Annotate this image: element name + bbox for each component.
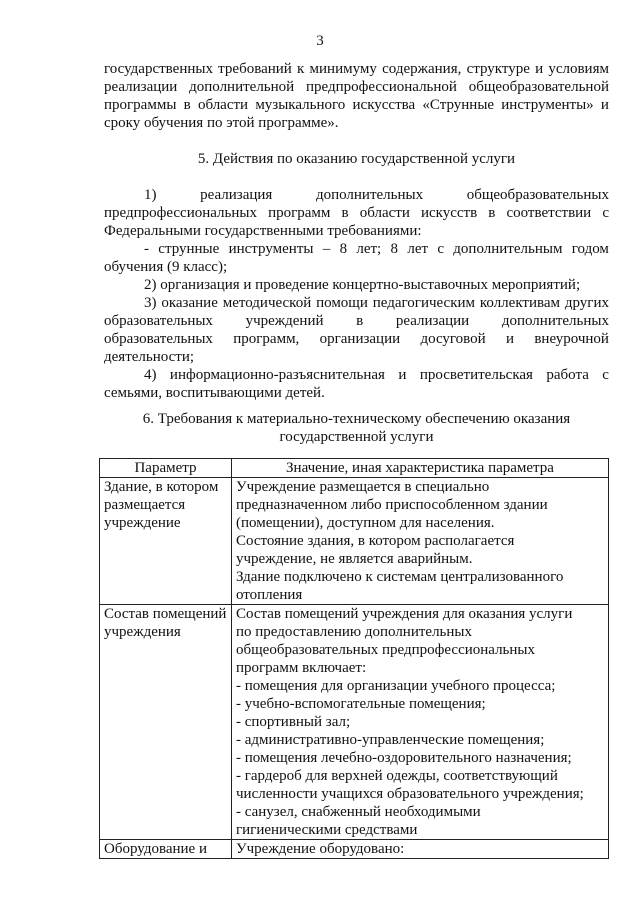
intro-line bbox=[104, 78, 609, 96]
table-row bbox=[100, 478, 609, 605]
section-5-item-3 bbox=[104, 294, 609, 366]
item4-line bbox=[104, 366, 609, 384]
word: содержания, bbox=[382, 61, 462, 77]
word: искусств bbox=[420, 205, 478, 221]
section-5-item-2 bbox=[104, 276, 609, 294]
word: программы bbox=[104, 97, 177, 113]
item1sub-line: обучения (9 класс); bbox=[104, 259, 228, 275]
value-line: (помещении), доступном для населения. bbox=[236, 515, 495, 531]
word: с bbox=[602, 367, 609, 383]
word: 8 bbox=[390, 241, 399, 257]
section-6-heading-line-1: 6. Требования к материально-техническому обеспечению оказания bbox=[142, 411, 571, 427]
word: 1) bbox=[144, 187, 157, 203]
value-line: Состав помещений учреждения для оказания услуги bbox=[236, 606, 573, 622]
table-row bbox=[100, 840, 609, 859]
word: дополнительной bbox=[189, 79, 295, 95]
item3-line bbox=[104, 312, 609, 330]
word: реализации bbox=[104, 79, 178, 95]
table-header-param: Параметр bbox=[100, 459, 232, 478]
word: области bbox=[197, 97, 249, 113]
word: дополнительных bbox=[501, 313, 609, 329]
word: с bbox=[437, 241, 444, 257]
word: искусства bbox=[352, 97, 416, 113]
value-line: учреждение, не является аварийным. bbox=[236, 551, 473, 567]
word: предпрофессиональных bbox=[104, 205, 257, 221]
word: информационно-разъяснительная bbox=[169, 367, 385, 383]
word: и bbox=[535, 61, 544, 77]
item3-line: деятельности; bbox=[104, 349, 195, 365]
value-line: - помещения для организации учебного процесса; bbox=[236, 678, 556, 694]
value-line: программ включает: bbox=[236, 660, 367, 676]
intro-line: сроку обучения по этой программе». bbox=[104, 115, 339, 131]
value-line: Здание подключено к системам централизованного bbox=[236, 569, 564, 585]
word: коллективам bbox=[479, 295, 561, 311]
table-cell-param bbox=[100, 478, 232, 605]
item3-line bbox=[104, 294, 609, 312]
word: 4) bbox=[144, 367, 157, 383]
value-line: общеобразовательных предпрофессиональных bbox=[236, 642, 536, 658]
section-5-item-1-sub bbox=[104, 240, 609, 276]
value-line: по предоставлению дополнительных bbox=[236, 624, 473, 640]
item1sub-line bbox=[104, 240, 609, 258]
word: – bbox=[322, 241, 331, 257]
word: досуговой bbox=[420, 331, 486, 347]
word: и bbox=[600, 97, 609, 113]
value-line: Учреждение оборудовано: bbox=[236, 841, 405, 857]
table-cell-param bbox=[100, 605, 232, 840]
word: работа bbox=[546, 367, 589, 383]
value-line: отопления bbox=[236, 587, 303, 603]
section-5-item-4 bbox=[104, 366, 609, 402]
table-cell-value bbox=[232, 478, 609, 605]
word: инструменты bbox=[228, 241, 314, 257]
word: лет; bbox=[356, 241, 382, 257]
word: реализации bbox=[395, 313, 470, 329]
word: с bbox=[602, 205, 609, 221]
word: программ bbox=[268, 205, 331, 221]
word: и bbox=[506, 331, 515, 347]
intro-line bbox=[104, 60, 609, 78]
word: оказание bbox=[161, 295, 218, 311]
value-line: Учреждение размещается в специально bbox=[236, 479, 490, 495]
word: предпрофессиональной bbox=[306, 79, 457, 95]
word: образовательных bbox=[104, 313, 213, 329]
value-line: предназначенном либо приспособленном здании bbox=[236, 497, 548, 513]
word: в bbox=[341, 205, 349, 221]
word: соответствии bbox=[506, 205, 592, 221]
word: программ, bbox=[233, 331, 300, 347]
table-header-row bbox=[100, 459, 609, 478]
word: требований bbox=[218, 61, 292, 77]
intro-line bbox=[104, 96, 609, 114]
word: 8 bbox=[339, 241, 348, 257]
word: организации bbox=[319, 331, 401, 347]
value-line: - санузел, снабженный необходимыми bbox=[236, 804, 481, 820]
word: общеобразовательных bbox=[466, 187, 609, 203]
word: инструменты» bbox=[501, 97, 594, 113]
word: просветительская bbox=[419, 367, 533, 383]
item1-line: Федеральными государственными требованиями: bbox=[104, 223, 422, 239]
word: дополнительным bbox=[453, 241, 563, 257]
item1-line bbox=[104, 204, 609, 222]
section-6-heading-line-2: государственной услуги bbox=[279, 429, 434, 445]
table-row bbox=[100, 605, 609, 840]
word: в bbox=[488, 205, 496, 221]
word: к bbox=[297, 61, 305, 77]
word: - bbox=[144, 241, 149, 257]
param-line: Оборудование и bbox=[104, 841, 207, 857]
item-2-line: 2) организация и проведение концертно-выставочных мероприятий; bbox=[144, 277, 581, 293]
word: и bbox=[398, 367, 407, 383]
word: в bbox=[183, 97, 191, 113]
value-line: гигиеническими средствами bbox=[236, 822, 418, 838]
word: педагогическим bbox=[372, 295, 476, 311]
word: структуре bbox=[466, 61, 530, 77]
table-header-value: Значение, иная характеристика параметра bbox=[232, 459, 609, 478]
word: 3) bbox=[144, 295, 157, 311]
section-5-heading: 5. Действия по оказанию государственной услуги bbox=[197, 151, 516, 167]
value-line: - гардероб для верхней одежды, соответствующий bbox=[236, 768, 558, 784]
param-line: Здание, в котором bbox=[104, 479, 219, 495]
word: минимуму bbox=[309, 61, 377, 77]
word: внеурочной bbox=[534, 331, 609, 347]
word: области bbox=[359, 205, 410, 221]
item4-line: семьями, воспитывающими детей. bbox=[104, 385, 325, 401]
word: лет bbox=[407, 241, 429, 257]
value-line: - спортивный зал; bbox=[236, 714, 351, 730]
word: дополнительных bbox=[315, 187, 424, 203]
word: учреждений bbox=[245, 313, 324, 329]
value-line: - помещения лечебно-оздоровительного назначения; bbox=[236, 750, 572, 766]
word: других bbox=[564, 295, 609, 311]
item1-line bbox=[104, 186, 609, 204]
word: условиям bbox=[548, 61, 609, 77]
word: методической bbox=[222, 295, 312, 311]
word: в bbox=[356, 313, 364, 329]
word: музыкального bbox=[255, 97, 346, 113]
table-cell-param bbox=[100, 840, 232, 859]
table-cell-value bbox=[232, 840, 609, 859]
word: реализация bbox=[200, 187, 273, 203]
word: государственных bbox=[104, 61, 213, 77]
page-number: 3 bbox=[316, 33, 324, 49]
word: образовательных bbox=[104, 331, 213, 347]
word: «Струнные bbox=[422, 97, 495, 113]
word: струнные bbox=[158, 241, 220, 257]
value-line: - административно-управленческие помещения; bbox=[236, 732, 545, 748]
param-line: учреждения bbox=[104, 624, 181, 640]
word: годом bbox=[571, 241, 609, 257]
intro-paragraph bbox=[104, 60, 609, 132]
word: помощи bbox=[316, 295, 368, 311]
param-line: Состав помещений bbox=[104, 606, 227, 622]
table-cell-value bbox=[232, 605, 609, 840]
value-line: численности учащихся образовательного учреждения; bbox=[236, 786, 584, 802]
section-5-item-1 bbox=[104, 186, 609, 240]
value-line: - учебно-вспомогательные помещения; bbox=[236, 696, 486, 712]
param-line: учреждение bbox=[104, 515, 181, 531]
requirements-table bbox=[99, 458, 609, 859]
item3-line bbox=[104, 330, 609, 348]
value-line: Состояние здания, в котором располагается bbox=[236, 533, 515, 549]
param-line: размещается bbox=[104, 497, 186, 513]
word: общеобразовательной bbox=[468, 79, 609, 95]
